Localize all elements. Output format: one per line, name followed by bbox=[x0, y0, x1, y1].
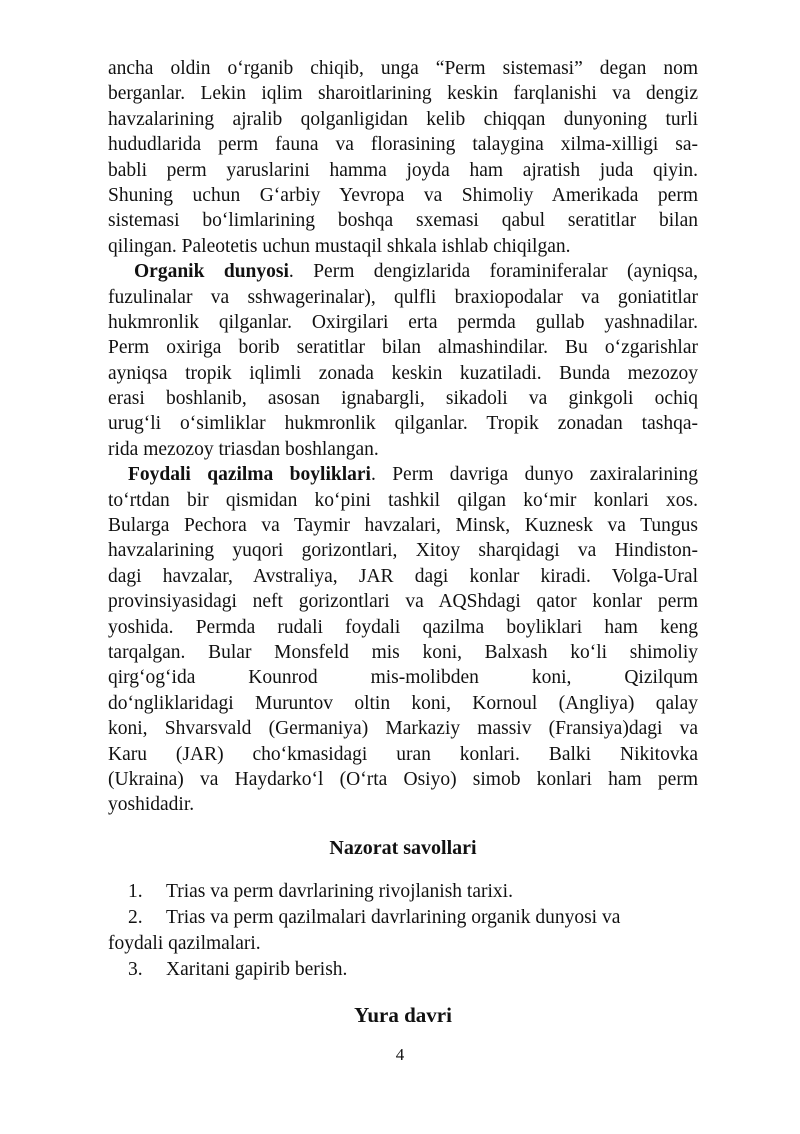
list-item-text: Trias va perm qazilmalari davrlarining organik dunyosi va bbox=[166, 906, 621, 928]
text-line: berganlar. Lekin iqlim sharoitlarining keskin farqlanishi va dengiz bbox=[108, 83, 698, 105]
text-line: hukmronlik qilganlar. Oxirgilari erta permda gullab yashnadilar. bbox=[108, 311, 698, 333]
text-line: erasi boshlanib, asosan ignabargli, sikadoli va ginkgoli ochiq bbox=[108, 388, 698, 410]
section-heading: Nazorat savollari bbox=[329, 836, 477, 859]
text-line: urug‘li o‘simliklar hukmronlik qilganlar. Tropik zonadan tashqa- bbox=[108, 413, 698, 435]
text-fragment: . Perm dengizlarida foraminiferalar (ayniqsa, bbox=[288, 261, 698, 283]
text-line bbox=[108, 259, 698, 284]
text-line: qirg‘og‘ida Kounrod mis-molibden koni, Qizilqum bbox=[108, 667, 698, 689]
text-line: havzalarining ajralib qolganligidan kelib chiqqan dunyoning turli bbox=[108, 108, 698, 130]
text-fragment: . Perm davriga dunyo zaxiralarining bbox=[370, 464, 698, 486]
text-line: yoshida. Permda rudali foydali qazilma boyliklari ham keng bbox=[108, 616, 698, 638]
text-line: yoshidadir. bbox=[108, 794, 195, 816]
list-item-text: Trias va perm davrlarining rivojlanish tarixi. bbox=[166, 880, 513, 902]
text-line: Karu (JAR) cho‘kmasidagi uran konlari. Balki Nikitovka bbox=[108, 743, 698, 765]
chapter-heading: Yura davri bbox=[354, 1002, 452, 1027]
page-body bbox=[108, 56, 698, 1028]
text-line: havzalarining yuqori gorizontlari, Xitoy sharqidagi va Hindiston- bbox=[108, 540, 698, 562]
text-line bbox=[108, 462, 698, 487]
text-line: Shuning uchun G‘arbiy Yevropa va Shimoliy Amerikada perm bbox=[108, 184, 698, 206]
paragraph-title-foydali: Foydali qazilma boyliklari bbox=[128, 464, 371, 486]
text-line: to‘rtdan bir qismidan ko‘pini tashkil qilgan ko‘mir konlari xos. bbox=[108, 489, 698, 511]
text-line: provinsiyasidagi neft gorizontlari va AQShdagi qator konlar perm bbox=[108, 591, 698, 613]
text-line: ayniqsa tropik iqlimli zonada keskin kuzatiladi. Bunda mezozoy bbox=[108, 362, 698, 384]
paragraph-title-organik: Organik dunyosi bbox=[134, 261, 289, 283]
paragraph-organic-world bbox=[108, 259, 698, 462]
list-item-number: 1. bbox=[128, 880, 143, 902]
text-line: Bularga Pechora va Taymir havzalari, Minsk, Kuznesk va Tungus bbox=[108, 515, 698, 537]
text-line: dagi havzalar, Avstraliya, JAR dagi konlar kiradi. Volga-Ural bbox=[108, 565, 698, 587]
list-item-number: 3. bbox=[128, 958, 143, 980]
list-item bbox=[108, 879, 698, 905]
text-line: (Ukraina) va Haydarko‘l (O‘rta Osiyo) simob konlari ham perm bbox=[108, 768, 698, 790]
text-line: rida mezozoy triasdan boshlangan. bbox=[108, 438, 379, 460]
text-line: qilingan. Paleotetis uchun mustaqil shkala ishlab chiqilgan. bbox=[108, 235, 571, 257]
page-number: 4 bbox=[395, 1045, 405, 1064]
text-line: babli perm yaruslarini hamma joyda ham ajratish juda qiyin. bbox=[108, 159, 698, 181]
text-line: ancha oldin o‘rganib chiqib, unga “Perm sistemasi” degan nom bbox=[108, 58, 698, 79]
list-item bbox=[108, 905, 698, 931]
paragraph-mineral-resources bbox=[108, 462, 698, 817]
text-line: Perm oxiriga borib seratitlar bilan almashindilar. Bu o‘zgarishlar bbox=[108, 337, 698, 359]
paragraph-perm-system bbox=[108, 56, 698, 259]
text-line: koni, Shvarsvald (Germaniya) Markaziy massiv (Fransiya)dagi va bbox=[108, 718, 698, 740]
text-line: tarqalgan. Bular Monsfeld mis koni, Balxash ko‘li shimoliy bbox=[108, 641, 698, 663]
list-item-number: 2. bbox=[128, 906, 143, 928]
list-item-text: Xaritani gapirib berish. bbox=[166, 958, 348, 980]
list-item-continuation: foydali qazilmalari. bbox=[108, 932, 261, 954]
questions-list bbox=[108, 879, 698, 983]
text-line: sistemasi bo‘limlarining boshqa sxemasi qabul seratitlar bilan bbox=[108, 210, 698, 232]
text-line: fuzulinalar va sshwagerinalar), qulfli braxiopodalar va goniatitlar bbox=[108, 286, 698, 308]
list-item bbox=[108, 957, 698, 983]
text-line: do‘ngliklaridagi Muruntov oltin koni, Kornoul (Angliya) qalay bbox=[108, 692, 698, 714]
text-line: hududlarida perm fauna va florasining talaygina xilma-xilligi sa- bbox=[108, 134, 698, 156]
